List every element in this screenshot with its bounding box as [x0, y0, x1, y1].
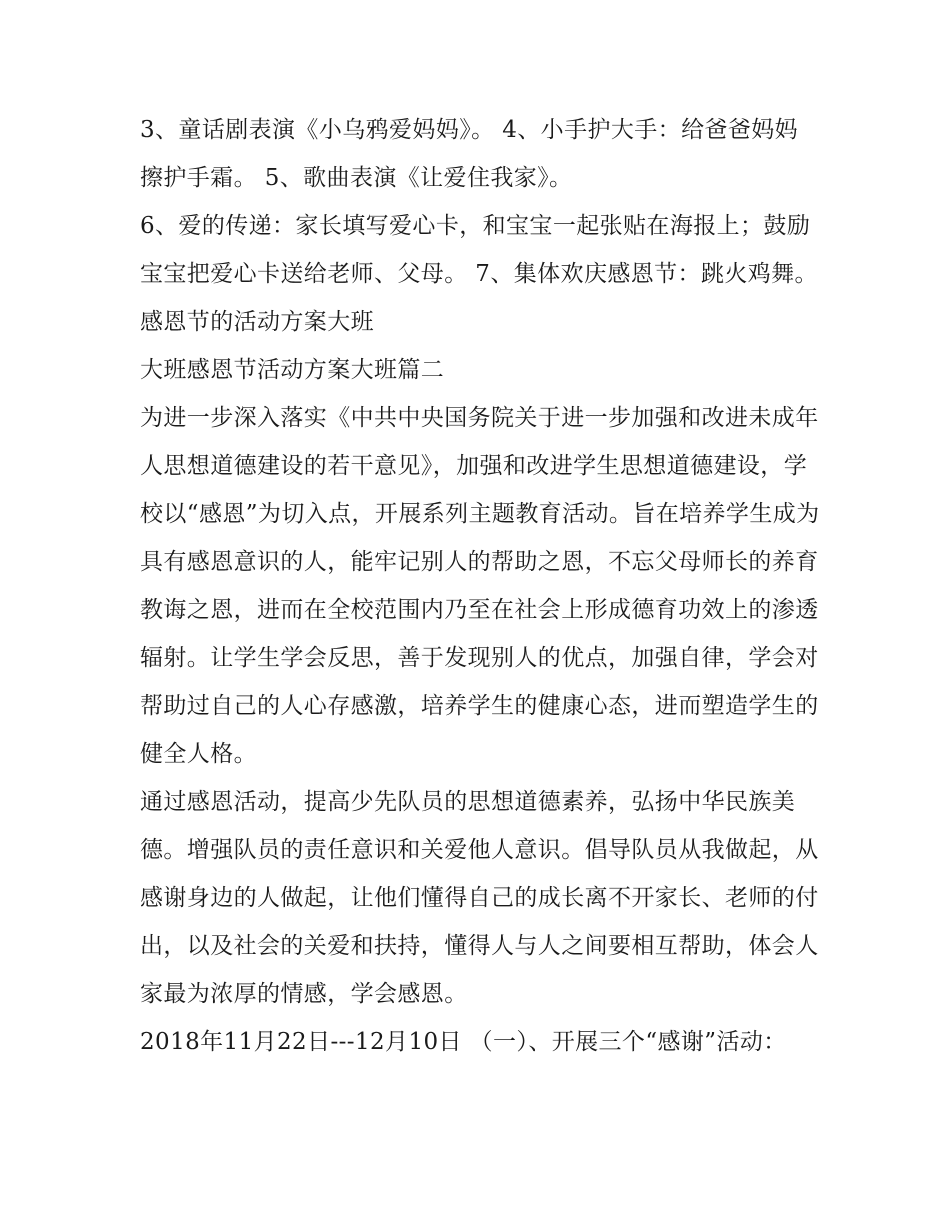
paragraph-activities-3-5: 3、童话剧表演《小乌鸦爱妈妈》。 4、小手护大手：给爸爸妈妈擦护手霜。 5、歌曲表演《让爱住我家》。 — [140, 117, 799, 191]
paragraph-purpose: 为进一步深入落实《中共中央国务院关于进一步加强和改进未成年人思想道德建设的若干意见》，加强和改进学生思想道德建设，学校以“感恩”为切入点，开展系列主题教育活动。旨在培养学生成为具有感恩意识的人，能牢记别人的帮助之恩，不忘父母师长的养育教诲之恩，进而在全校范围内乃至在社会上形成德育功效上的渗透辐射。让学生学会反思，善于发现别人的优点，加强自律，学会对帮助过自己的人心存感激，培养学生的健康心态，进而塑造学生的健全人格。 — [140, 405, 820, 767]
paragraph-schedule: 2018年11月22日---12月10日 （一）、开展三个“感谢”活动： — [140, 1029, 787, 1055]
paragraph-activities-6-7: 6、爱的传递：家长填写爱心卡，和宝宝一起张贴在海报上；鼓励宝宝把爱心卡送给老师、父母。 7、集体欢庆感恩节：跳火鸡舞。 感恩节的活动方案大班 — [140, 213, 818, 335]
document-body — [140, 106, 820, 1066]
section-heading: 大班感恩节活动方案大班篇二 — [140, 357, 445, 383]
paragraph-goals: 通过感恩活动，提高少先队员的思想道德素养，弘扬中华民族美德。增强队员的责任意识和关爱他人意识。倡导队员从我做起，从感谢身边的人做起，让他们懂得自己的成长离不开家长、老师的付出，以及社会的关爱和扶持，懂得人与人之间要相互帮助，体会人家最为浓厚的情感，学会感恩。 — [140, 789, 819, 1007]
